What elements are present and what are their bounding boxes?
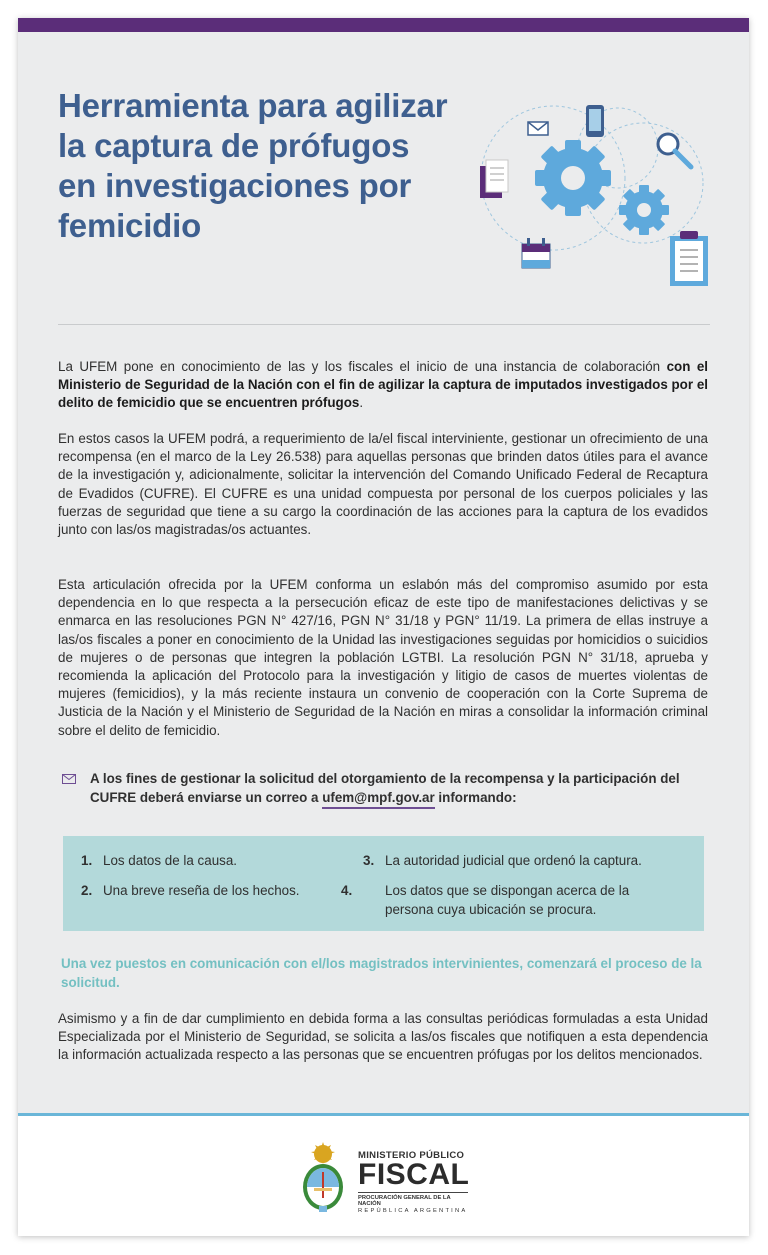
header-divider [58,324,710,325]
list-item: 2. Una breve reseña de los hechos. [81,883,300,898]
paragraph-consultas: Asimismo y a fin de dar cumplimiento en debida forma a las consultas periódicas formuladas a esta Unidad Especializada por el Ministerio de Seguridad, se solicita a las/os fiscales que notifiquen a esta dependencia la información actualizada respecto a las personas que se encuentren prófugas por los delitos mencionados. [58,1011,708,1063]
document-icon [480,160,508,198]
mail-icon [528,122,548,135]
mpf-logo [358,1150,498,1214]
email-notice [62,770,708,807]
list-item: 1. Los datos de la causa. [81,853,237,868]
intro-bold-text: con el Ministerio de Seguridad de la Nación con el fin de agilizar la captura de imputados investigados por el delito de femicidio que se encuentren prófugos [58,359,708,411]
footer [18,1116,749,1236]
logo-main-text: FISCAL [358,1158,470,1191]
intro-text-end: . [359,395,364,411]
magnifier-icon [658,134,691,167]
top-accent-bar [18,18,749,32]
paragraph-articulacion: Esta articulación ofrecida por la UFEM conforma un eslabón más del compromiso asumido por esta dependencia en lo que respecta a la persecución eficaz de este tipo de manifestaciones delictivas y se enmarca en las resoluciones PGN N° 427/16, PGN N° 31/18 y PGN° 11/19. La primera de ellas instruye a las/os fiscales a poner en conocimiento de la Unidad las investigaciones seguidas por homicidios o suicidios de mujeres o de personas que integren la población LGTBI. La resolución PGN N° 31/18, aprueba y recomienda la aplicación del Protocolo para la investigación y litigio de casos de muertes violentas de mujeres (femicidios), y la más reciente instaura un convenio de cooperación con la Corte Suprema de Justicia de la Nación y el Ministerio de Seguridad de la Nación en miras a consolidar la información criminal sobre el delito de femicidio. [58,577,708,738]
logo-subtitle: PROCURACIÓN GENERAL DE LA NACIÓN [358,1192,468,1207]
gears-network-illustration [458,78,728,288]
envelope-icon [62,774,76,784]
list-item: 3. La autoridad judicial que ordenó la captura. [363,853,642,868]
process-callout: Una vez puestos en comunicación con el/los magistrados intervinientes, comenzará el proceso de la solicitud. [61,956,702,990]
logo-top-text: MINISTERIO PÚBLICO [358,1150,465,1161]
notice-text: A los fines de gestionar la solicitud del otorgamiento de la recompensa y la participación del CUFRE deberá enviarse un correo a [90,771,680,805]
requirements-box [63,836,704,931]
paragraph-recompensa: En estos casos la UFEM podrá, a requerimiento de la/el fiscal interviniente, gestionar un ofrecimiento de una recompensa (en el marco de la Ley 26.538) para aquellas personas que brinden datos útiles para el avance de la investigación y, adicionalmente, solicitar la intervención del Comando Unificado Federal de Recaptura de Evadidos (CUFRE). El CUFRE es una unidad compuesta por personal de los cuerpos policiales y las fuerzas de seguridad que tiene a su cargo la coordinación de las acciones para la captura de los evadidos junto con las/os magistradas/os actuantes. [58,431,708,538]
smartphone-icon [586,105,604,137]
notice-text-end: informando: [434,789,517,805]
list-item: 4. Los datos que se dispongan acerca de la persona cuya ubicación se procura. [341,883,630,917]
page-title: Herramienta para agilizar la captura de prófugos en investigaciones por femicidio [58,87,448,244]
intro-paragraph [58,358,708,413]
calendar-icon [522,238,550,268]
national-emblem-icon [298,1140,348,1216]
clipboard-icon [670,231,708,286]
logo-country: REPÚBLICA ARGENTINA [358,1208,468,1214]
intro-text: La UFEM pone en conocimiento de las y los fiscales el inicio de una instancia de colaboración [58,359,667,374]
email-link[interactable]: ufem@mpf.gov.ar [322,790,435,809]
document-card [18,18,749,1236]
